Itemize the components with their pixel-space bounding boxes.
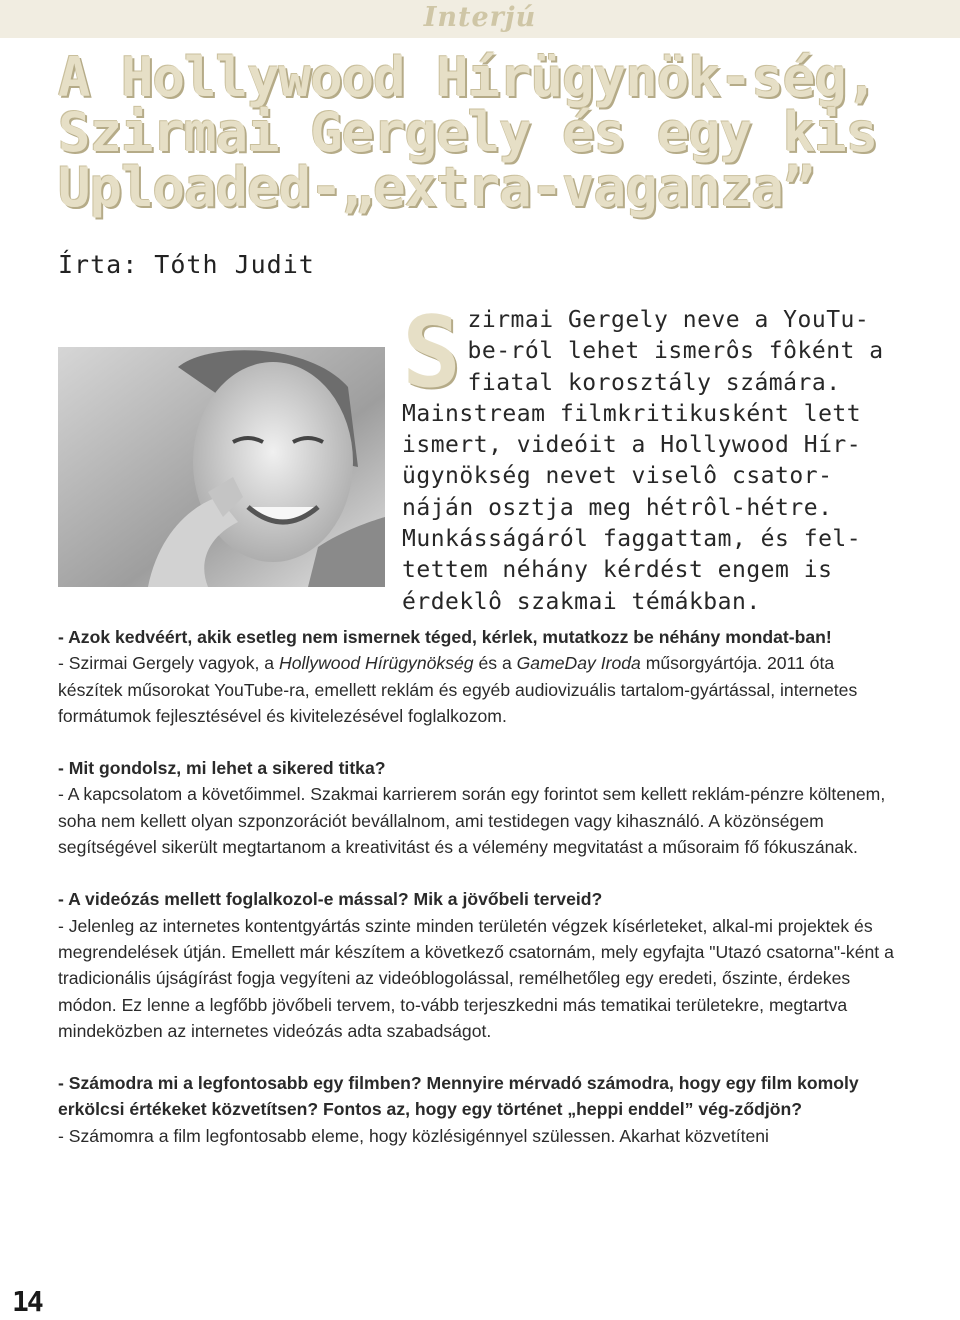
answer-1-connector: és a — [473, 653, 517, 674]
answer-2: - A kapcsolatom a követőimmel. Szakmai karrierem során egy forintot sem kellett reklám-pénzre költenem, soha nem kellett olyan szponzorációt bevállalnom, ami testidegen vagy kihasználó. A közönségem segítségével sikerült megtartanom a kreativitást és a vélemény megvitatást a műsoraim fő fókuszának. — [58, 784, 886, 858]
interview-body — [58, 624, 903, 1149]
answer-1-rest: műsorgyártója. 2011 óta készítek műsorokat YouTube-ra, emellett reklám és egyéb audiovizuális tartalom-gyártással, internetes formátumok fejlesztésével és kivitelezésével foglalkozom. — [58, 653, 858, 726]
question-3: - A videózás mellett foglalkozol-e mással? Mik a jövőbeli terveid? — [58, 889, 603, 910]
portrait-photo — [58, 347, 385, 587]
page-number: 14 — [12, 1285, 42, 1318]
byline: Írta: Tóth Judit — [58, 250, 315, 279]
drop-cap: S — [402, 296, 462, 410]
answer-1-lead: - Szirmai Gergely vagyok, a — [58, 653, 279, 674]
question-1: - Azok kedvéért, akik esetleg nem ismernek téged, kérlek, mutatkozz be néhány mondat-ban! — [58, 627, 832, 647]
question-4: - Számodra mi a legfontosabb egy filmben? Mennyire mérvadó számodra, hogy egy film komoly erkölcsi értékeket közvetítsen? Fontos az, hogy egy történet „heppi enddel” vég-ződjön? — [58, 1073, 859, 1120]
answer-3: - Jelenleg az internetes kontentgyártás szinte minden területén végzek kísérleteket, alkal-mi projektek és megrendelések útján. Emellett már készítem a következő csatornám, mely egyfajta "Utazó csatorna"-ként a tradicionális újságírást fogja vegyíteni az videóblogolással, remélhetőleg egy eredeti, őszinte, érdekes módon. Ez lenne a legfőbb jövőbeli tervem, to-vább terjeszkedni más tematikai területekre, megtartva mindeközben az internetes videózás adta szabadságot. — [58, 915, 894, 1041]
gameday-iroda: GameDay Iroda — [516, 653, 641, 674]
article-title: A Hollywood Hírügynök-ség, Szirmai Gergely és egy kis Uploaded-„extra-vaganza” — [58, 46, 878, 219]
answer-4: - Számomra a film legfontosabb eleme, hogy közlésigénnyel szülessen. Akarhat közvetíteni — [58, 1125, 769, 1146]
intro-paragraph — [402, 296, 902, 618]
portrait-photo-icon — [58, 347, 385, 587]
answer-1 — [58, 650, 903, 729]
section-title: Interjú — [423, 2, 537, 33]
hollywood-hirugynokseg: Hollywood Hírügynökség — [278, 653, 474, 674]
question-2: - Mit gondolsz, mi lehet a sikered titka? — [58, 758, 386, 779]
intro-text: zirmai Gergely neve a YouTu-be-ról lehet ismerôs fôként a fiatal korosztály számára. Mainstream filmkritikusként lett ismert, videóit a Hollywood Hír-ügynökség nevet viselô csator-náján osztja meg hétrôl-hétre. Munkásságáról faggattam, és fel-tettem néhány kérdést engem is érdeklô szakmai témákban. — [402, 307, 884, 615]
